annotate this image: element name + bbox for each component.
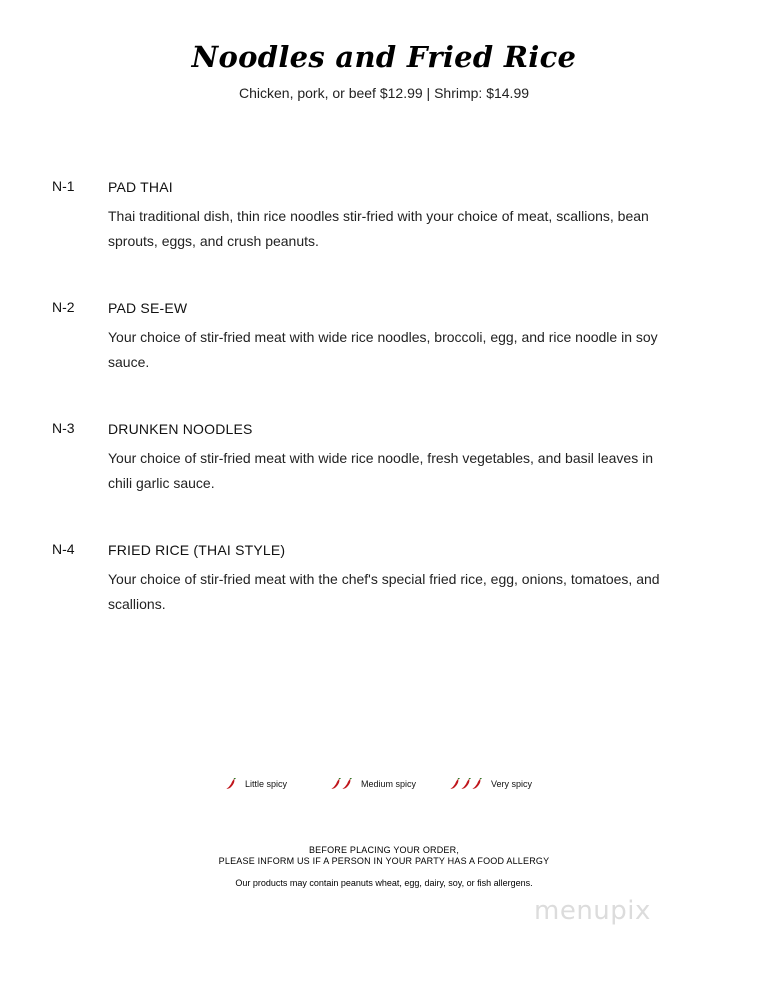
allergen-statement: Our products may contain peanuts wheat, egg, dairy, soy, or fish allergens. <box>235 878 533 888</box>
legend-little-spicy <box>226 778 287 790</box>
chili-pepper-icon <box>472 778 482 790</box>
item-description: Your choice of stir-fried meat with wide rice noodles, broccoli, egg, and rice noodle in soy sauce. <box>108 329 658 370</box>
item-name: FRIED RICE (THAI STYLE) <box>108 542 286 558</box>
legend-very-spicy <box>450 778 532 790</box>
allergy-notice <box>0 845 768 867</box>
item-name: PAD SE-EW <box>108 300 188 316</box>
watermark-logo: menupix <box>534 896 651 926</box>
notice-line-2: PLEASE INFORM US IF A PERSON IN YOUR PARTY HAS A FOOD ALLERGY <box>218 856 550 866</box>
item-code: N-3 <box>52 420 75 436</box>
item-description: Your choice of stir-fried meat with wide rice noodle, fresh vegetables, and basil leaves in chili garlic sauce. <box>108 450 653 491</box>
chili-pepper-icon <box>226 778 236 790</box>
chili-pepper-icon <box>331 778 341 790</box>
item-code: N-2 <box>52 299 75 315</box>
spice-legend <box>0 778 768 802</box>
chili-pepper-icon <box>342 778 352 790</box>
item-description: Thai traditional dish, thin rice noodles stir-fried with your choice of meat, scallions, bean sprouts, eggs, and crush peanuts. <box>108 208 649 249</box>
notice-line-1: BEFORE PLACING YOUR ORDER, <box>308 845 460 855</box>
legend-label: Medium spicy <box>361 779 417 789</box>
price-subtitle: Chicken, pork, or beef $12.99 | Shrimp: $14.99 <box>238 85 530 101</box>
item-code: N-1 <box>52 178 75 194</box>
item-description: Your choice of stir-fried meat with the chef's special fried rice, egg, onions, tomatoes, and scallions. <box>108 571 660 612</box>
item-name: PAD THAI <box>108 179 173 195</box>
page-title: Noodles and Fried Rice <box>191 40 577 74</box>
legend-medium-spicy <box>331 778 416 790</box>
chili-pepper-icon <box>461 778 471 790</box>
legend-label: Very spicy <box>491 779 533 789</box>
item-code: N-4 <box>52 541 75 557</box>
legend-label: Little spicy <box>245 779 288 789</box>
item-name: DRUNKEN NOODLES <box>108 421 253 437</box>
chili-pepper-icon <box>450 778 460 790</box>
